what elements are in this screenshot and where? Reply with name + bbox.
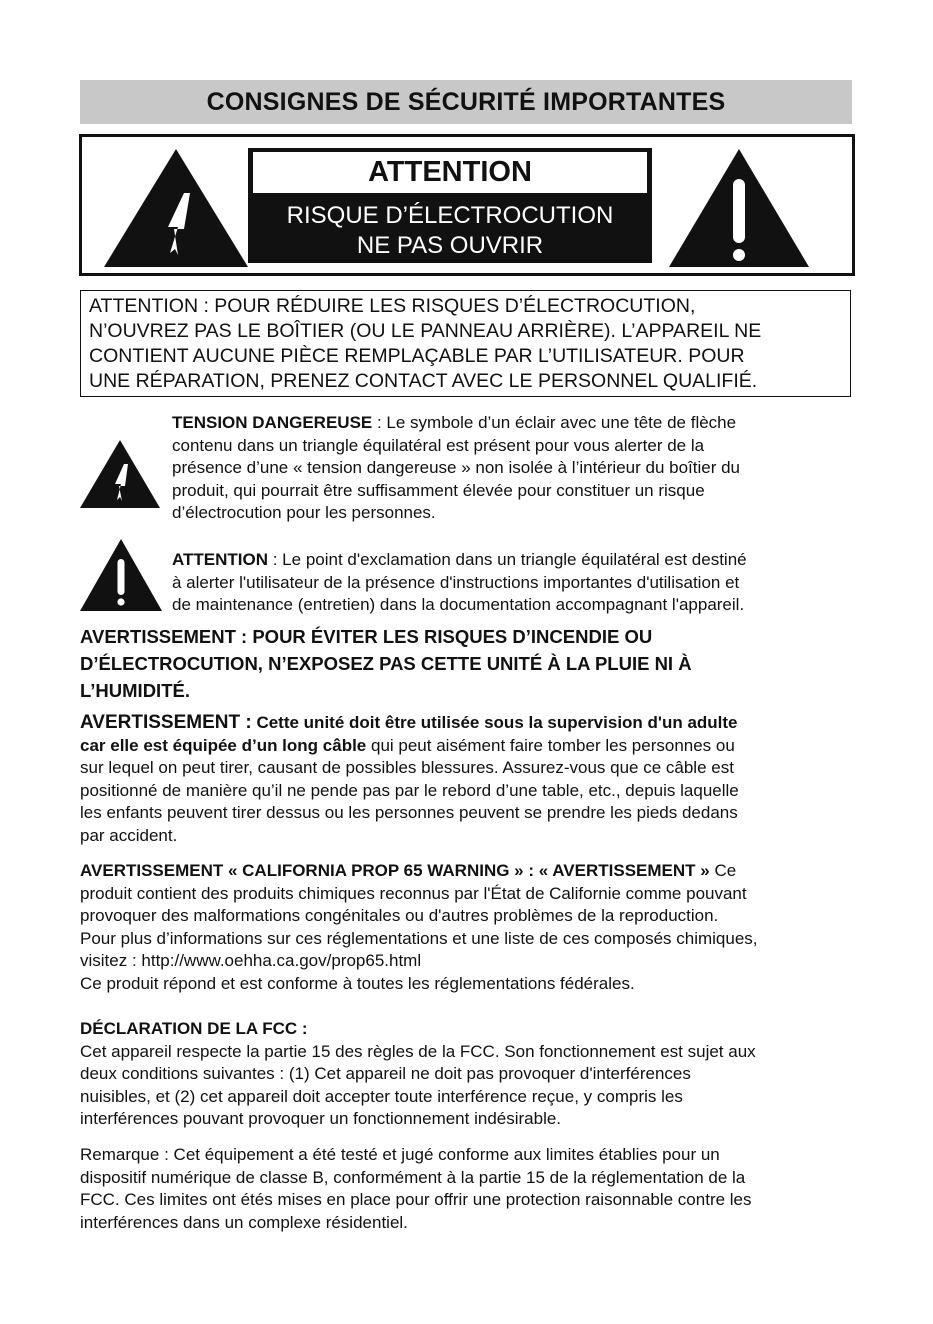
fcc-line: deux conditions suivantes : (1) Cet appareil ne doit pas provoquer d'interférences <box>80 1064 691 1083</box>
tension-line: contenu dans un triangle équilatéral est présent pour vous alerter de la <box>172 435 705 455</box>
prop65-line: Ce produit répond et est conforme à toutes les réglementations fédérales. <box>80 973 635 993</box>
fcc-remark-line: interférences dans un complexe résidentiel. <box>80 1212 408 1232</box>
fcc-remark-line: FCC. Ces limites ont étés mises en place pour offrir une protection raisonnable contre les <box>80 1190 752 1209</box>
prop65-line: provoquer des malformations congénitales ou d'autres problèmes de la reproduction. <box>80 906 719 925</box>
exclamation-triangle-icon <box>80 539 162 611</box>
prop65-heading: AVERTISSEMENT « CALIFORNIA PROP 65 WARNING » : « AVERTISSEMENT » <box>80 861 710 880</box>
tension-line: présence d’une « tension dangereuse » non isolée à l’intérieur du boîtier du <box>172 458 741 477</box>
fcc-heading: DÉCLARATION DE LA FCC : <box>80 1019 308 1038</box>
cable-warning-line: sur lequel on peut tirer, causant de possibles blessures. Assurez-vous que ce câble est <box>80 758 734 777</box>
risk-line-1: RISQUE D’ÉLECTROCUTION <box>286 202 614 229</box>
attention-heading: ATTENTION <box>253 152 647 193</box>
page-title: CONSIGNES DE SÉCURITÉ IMPORTANTES <box>206 87 726 116</box>
fcc-line: nuisibles, et (2) cet appareil doit accepter toute interférence reçue, y compris les <box>80 1086 683 1106</box>
prop65-line-1: Ce <box>709 861 737 880</box>
cable-warning-line: les enfants peuvent tirer dessus ou les personnes peuvent se prendre les pieds dedans <box>80 803 738 822</box>
tension-line: d’électrocution pour les personnes. <box>172 503 436 522</box>
fire-warning <box>80 623 855 704</box>
notice-line: N’OUVREZ PAS LE BOÎTIER (OU LE PANNEAU ARRIÈRE). L’APPAREIL NE <box>89 320 762 342</box>
attention-panel <box>248 148 652 263</box>
cable-warning <box>80 712 855 847</box>
cable-warning-label: AVERTISSEMENT : <box>80 712 252 733</box>
prop65-line: produit contient des produits chimiques reconnus par l'État de Californie comme pouvant <box>80 883 747 903</box>
fcc-remark <box>80 1144 855 1234</box>
cable-warning-line-2: qui peut aisément faire tomber les personnes ou <box>366 735 735 755</box>
fcc-declaration <box>80 1018 855 1131</box>
notice-line: ATTENTION : POUR RÉDUIRE LES RISQUES D’ÉLECTROCUTION, <box>89 295 696 317</box>
lightning-triangle-icon <box>80 440 160 508</box>
notice-line: CONTIENT AUCUNE PIÈCE REMPLAÇABLE PAR L’UTILISATEUR. POUR <box>89 345 745 367</box>
attention-line: à alerter l'utilisateur de la présence d'instructions importantes d'utilisation et <box>172 572 740 592</box>
cable-warning-bold-1: Cette unité doit être utilisée sous la supervision d'un adulte <box>251 713 738 732</box>
cable-warning-line: positionné de manière qu’il ne pende pas par le rebord d’une table, etc., depuis laquelle <box>80 780 739 800</box>
exclamation-triangle-icon <box>669 149 809 267</box>
electrocution-notice <box>80 290 851 397</box>
tension-heading: TENSION DANGEREUSE <box>172 413 373 432</box>
fcc-line: Cet appareil respecte la partie 15 des règles de la FCC. Son fonctionnement est sujet aux <box>80 1041 756 1061</box>
fcc-remark-line: dispositif numérique de classe B, conformément à la partie 15 de la réglementation de la <box>80 1167 746 1187</box>
attention-description <box>172 549 862 617</box>
risk-line-2: NE PAS OUVRIR <box>356 232 544 259</box>
cable-warning-bold-2: car elle est équipée d’un long câble <box>80 735 367 755</box>
fire-warning-line: D’ÉLECTROCUTION, N’EXPOSEZ PAS CETTE UNITÉ À LA PLUIE NI À <box>80 653 692 674</box>
prop65-line: Pour plus d’informations sur ces réglementations et une liste de ces composés chimiques, <box>80 928 758 948</box>
cable-warning-line: par accident. <box>80 825 178 845</box>
lightning-triangle-icon <box>104 149 248 267</box>
fire-warning-line: AVERTISSEMENT : POUR ÉVITER LES RISQUES D’INCENDIE OU <box>80 626 653 647</box>
risk-text <box>248 201 652 261</box>
title-bar <box>80 80 852 124</box>
warning-box <box>79 134 855 276</box>
attention-line-1: : Le point d'exclamation dans un triangle équilatéral est destiné <box>268 550 747 569</box>
tension-line: produit, qui pourrait être suffisamment élevée pour constituer un risque <box>172 480 705 500</box>
fcc-line: interférences pouvant provoquer un fonctionnement indésirable. <box>80 1109 562 1128</box>
prop65-warning <box>80 860 855 995</box>
tension-line-1: : Le symbole d’un éclair avec une tête de flèche <box>372 413 737 432</box>
fcc-remark-line: Remarque : Cet équipement a été testé et jugé conforme aux limites établies pour un <box>80 1145 720 1164</box>
notice-line: UNE RÉPARATION, PRENEZ CONTACT AVEC LE PERSONNEL QUALIFIÉ. <box>89 370 758 392</box>
attention-line: de maintenance (entretien) dans la documentation accompagnant l'appareil. <box>172 595 745 614</box>
prop65-url-line: visitez : http://www.oehha.ca.gov/prop65.html <box>80 951 422 970</box>
fire-warning-line: L’HUMIDITÉ. <box>80 680 190 701</box>
tension-description <box>172 412 862 525</box>
attention-heading: ATTENTION <box>172 550 269 569</box>
